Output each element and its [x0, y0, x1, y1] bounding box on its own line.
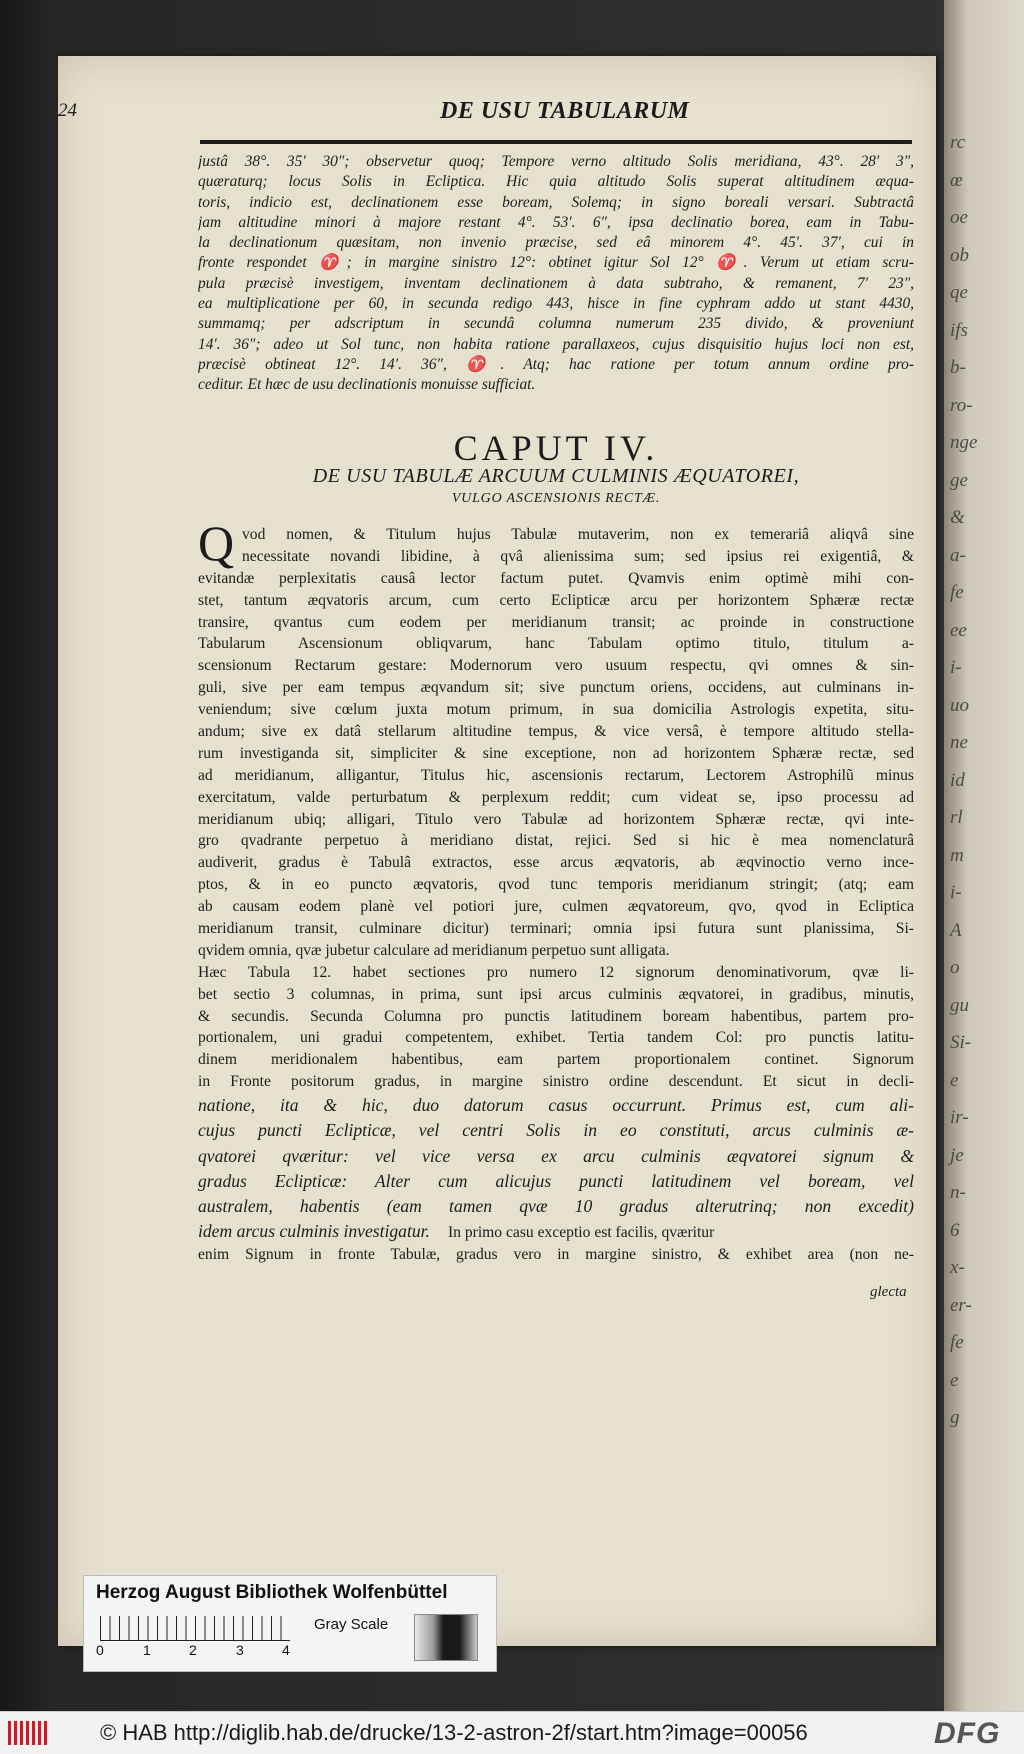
ruler-number: 1 — [143, 1642, 151, 1658]
adjacent-page-fragment: oe — [950, 207, 968, 228]
text-line: qvidem omnia, qvæ jubetur calculare ad meridianum perpetuo sunt alligata. — [198, 941, 670, 959]
text-line: præcisè obtineat 12°. 14′. 36″, ♈. Atq; hac ratione per totum annum ordine pro- — [198, 355, 914, 373]
adjacent-page-fragment: ge — [950, 469, 968, 491]
gray-scale-label: Gray Scale — [314, 1616, 389, 1633]
text-line: gro qvadrante perpetuo à meridiano distat, rejici. Sed si hic è mea nomenclaturâ — [198, 832, 914, 850]
chapter-subtitle-2: VULGO ASCENSIONIS RECTÆ. — [451, 491, 661, 506]
text-fragment: In primo casu exceptio est facilis, qværitur — [447, 1224, 715, 1242]
text-line: ab causam eodem planè vel potiori jure, culmen æqvatoreum, qvo, qvod in Ecliptica — [198, 898, 914, 916]
text-line: jam altitudine minori à majore restant 4°. 53′. 6″, ipsa declinatio borea, eam in Tabu- — [198, 213, 914, 231]
adjacent-page-fragment: i- — [950, 657, 962, 678]
text-line: stet, tantum æqvatoris arcum, cum certo Eclipticæ arcu per horizontem Sphæræ rectæ — [198, 591, 914, 609]
adjacent-page-edge — [944, 0, 1024, 1711]
text-line: natione, ita & hic, duo datorum casus occurrunt. Primus est, cum ali- — [198, 1095, 914, 1116]
text-line: gradus Eclipticæ: Alter cum alicujus puncti latitudinem vel boream, vel — [198, 1170, 914, 1191]
catchword: glecta — [870, 1284, 907, 1300]
ruler-number: 4 — [282, 1642, 290, 1658]
adjacent-page-fragment: nge — [950, 432, 978, 453]
adjacent-page-fragment: x- — [950, 1257, 965, 1278]
permalink[interactable]: © HAB http://diglib.hab.de/drucke/13-2-astron-2f/start.htm?image=00056 — [100, 1720, 808, 1745]
adjacent-page-fragment: A — [950, 919, 962, 941]
adjacent-page-fragment: ne — [950, 732, 968, 753]
adjacent-page-fragment: o — [950, 957, 960, 978]
ruler-number: 3 — [236, 1642, 244, 1658]
text-line: Hæc Tabula 12. habet sectiones pro numero 12 signorum denominativorum, qvæ li- — [198, 963, 914, 981]
hab-logo-icon — [8, 1721, 48, 1745]
text-line: ceditur. Et hæc de usu declinationis monuisse sufficiat. — [198, 376, 536, 394]
text-fragment: idem arcus culminis investigatur. — [198, 1221, 430, 1242]
page-number: 24 — [58, 100, 77, 121]
ruler-number: 0 — [96, 1642, 104, 1658]
text-line: quæraturq; locus Solis in Ecliptica. Hic quia altitudo Solis superat altitudinem æqua- — [198, 173, 914, 191]
adjacent-page-fragment: a- — [950, 544, 966, 566]
text-line: ea multiplicatione per 60, in secunda redigo 443, hisce in fine cyphram addo ut stant 4430, — [198, 295, 914, 313]
chapter-body — [198, 524, 914, 1266]
scale-ruler — [100, 1616, 290, 1641]
text-line: ad meridianum, alligantur, Titulus hic, ascensionis rectarum, Lectorem Astrophilũ minus — [198, 766, 914, 784]
adjacent-page-fragment: Si- — [950, 1032, 972, 1053]
text-line: evitandæ perplexitatis causâ lector factum putet. Qvamvis enim optimè mihi con- — [198, 569, 914, 587]
text-line: portionalem, uni gradui competentem, exhibet. Tertia tandem Col: pro punctis latitu- — [198, 1029, 914, 1047]
chapter-title: CAPUT IV. — [453, 428, 659, 468]
text-line: guli, sive per eam tempus æqvandum sit; sive punctum oriens, occidens, aut culminans in- — [198, 679, 914, 697]
text-line — [198, 1219, 914, 1244]
text-line: ptos, & in eo puncto æqvatoris, qvod tunc temporis meridianum stringit; (atq; eam — [198, 876, 914, 894]
adjacent-page-fragment: ob — [950, 244, 969, 266]
viewer-footer — [0, 1711, 1024, 1754]
dfg-logo: DFG — [934, 1717, 1001, 1750]
text-line: Tabularum Ascensionum obliqvarum, hanc Tabulam optimo titulo, titulum a- — [198, 635, 914, 653]
adjacent-page-fragment: qe — [950, 282, 968, 303]
adjacent-page-fragment: 6 — [950, 1219, 960, 1241]
text-line: exercitatum, valde perturbatum & perplexum reddit; cum videat se, ipso processu ad — [198, 788, 914, 806]
text-line: vod nomen, & Titulum hujus Tabulæ mutaverim, non ex temerariâ aliqvâ sine — [242, 526, 914, 543]
text-line: toris, indicio est, declinationem esse boream, Solemq; in signo boreali versari. Subtractâ — [198, 193, 914, 211]
text-line: cujus puncti Eclipticæ, vel centri Solis in eo constituti, arcus culminis æ- — [198, 1120, 914, 1141]
header-rule — [200, 140, 912, 144]
adjacent-page-fragment: e — [950, 1369, 959, 1391]
adjacent-page-fragment: ifs — [950, 319, 968, 341]
adjacent-page-fragment: & — [950, 507, 965, 528]
text-line: justâ 38°. 35′ 30″; observetur quoq; Tempore verno altitudo Solis meridiana, 43°. 28′ 3″, — [198, 153, 914, 170]
text-line: meridianum ubiq; alligari, Titulo vero Tabulæ ad horizontem Sphæræ rectæ, qvi inte- — [198, 810, 914, 828]
adjacent-page-fragment: ee — [950, 619, 967, 641]
adjacent-page-fragment: er- — [950, 1294, 972, 1316]
adjacent-page-fragment: ir- — [950, 1107, 969, 1128]
adjacent-page-fragment: uo — [950, 694, 969, 716]
adjacent-page-fragment: rl — [950, 807, 963, 828]
text-line: la declinationum quæsitam, non invenio præcise, sed eâ minorem 4°. 45′. 37′, cui in — [198, 234, 914, 252]
adjacent-page-fragment: fe — [950, 582, 964, 603]
continuation-text — [198, 152, 914, 396]
text-line: enim Signum in fronte Tabulæ, gradus vero in margine sinistro, & exhibet area (non ne- — [198, 1246, 914, 1264]
text-line: audiverit, gradus è Tabulâ extractos, esse arcus æqvatoris, ab æqvinoctio verno ince- — [198, 854, 914, 872]
text-line: rum investiganda sit, simpliciter & sine exceptione, non ad horizontem Sphæræ rectæ, sed — [198, 744, 914, 762]
adjacent-page-fragment: id — [950, 769, 965, 791]
text-line: & secundis. Secunda Columna pro punctis latitudinem boream habentibus, partem pro- — [198, 1007, 914, 1025]
adjacent-page-fragment: gu — [950, 994, 969, 1016]
text-line: pula præcisè investigem, inventam declinationem à data subtraho, & remanent, 7′ 23″, — [198, 274, 914, 292]
gray-scale-swatch — [414, 1614, 478, 1661]
text-line: scensionum Rectarum gestare: Modernorum vero usuum respectu, qvi omnes & sin- — [198, 657, 914, 675]
text-line: necessitate novandi libidine, à qvâ alienissima sum; sed ipsius rei exigentiâ, & — [242, 547, 914, 565]
text-line: andum; sive ex datâ stellarum altitudine tempus, & vice versâ, è tempore altitudo stella- — [198, 723, 914, 741]
adjacent-page-fragment: fe — [950, 1332, 964, 1353]
adjacent-page-fragment: n- — [950, 1182, 966, 1203]
text-line: veniendum; sive cœlum juxta motum primum, in sua domicilia Astrologis expetita, situ- — [198, 701, 914, 719]
adjacent-page-fragment: rc — [950, 132, 966, 153]
text-line: meridianum transit, culminare dicitur) terminari; omnia ipsi futura sunt planissima, Si- — [198, 920, 914, 938]
adjacent-page-fragment: g — [950, 1407, 960, 1428]
text-line: australem, habentis (eam tamen qvæ 10 gradus alterutrinq; non excedit) — [198, 1195, 914, 1216]
adjacent-page-fragment: e — [950, 1069, 959, 1091]
text-line: transire, qvantus cum eodem per meridianum transit; ac proinde in constructione — [198, 613, 914, 631]
running-title: DE USU TABULARUM — [440, 98, 690, 124]
adjacent-page-fragment: œ — [950, 169, 963, 191]
text-line: bet sectio 3 columnas, in prima, sunt ipsi arcus culminis æqvatorei, in gradibus, minutis, — [198, 985, 914, 1003]
ruler-number: 2 — [189, 1642, 197, 1658]
adjacent-page-fragment: ro- — [950, 394, 973, 416]
text-line: summamq; per adscriptum in secundâ columna numerum 235 divido, & proveniunt — [198, 315, 914, 333]
text-line: qvatorei qværitur: vel vice versa ex arcu culminis æqvatorei signum & — [198, 1145, 914, 1166]
adjacent-page-fragment: i- — [950, 882, 962, 903]
text-line: fronte respondet ♈; in margine sinistro 12°: obtinet igitur Sol 12° ♈. Verum ut etiam scru- — [198, 254, 914, 272]
text-line: in Fronte positorum gradus, in margine sinistro ordine descendunt. Et sicut in decli- — [198, 1073, 914, 1091]
adjacent-page-fragment: b- — [950, 357, 966, 378]
text-line: 14′. 36″; adeo ut Sol tunc, non habita ratione parallaxeos, cujus disquisitio hujus loci non est, — [198, 335, 914, 353]
library-color-card — [83, 1575, 497, 1672]
adjacent-page-fragment: je — [950, 1144, 964, 1166]
chapter-subtitle: DE USU TABULÆ ARCUUM CULMINIS ÆQUATOREI, — [312, 465, 800, 487]
drop-cap: Q — [198, 515, 235, 571]
adjacent-page-fragment: m — [950, 844, 964, 866]
text-line: dinem meridionalem habentibus, eam partem proportionalem continet. Signorum — [198, 1051, 914, 1069]
library-name: Herzog August Bibliothek Wolfenbüttel — [96, 1582, 448, 1603]
